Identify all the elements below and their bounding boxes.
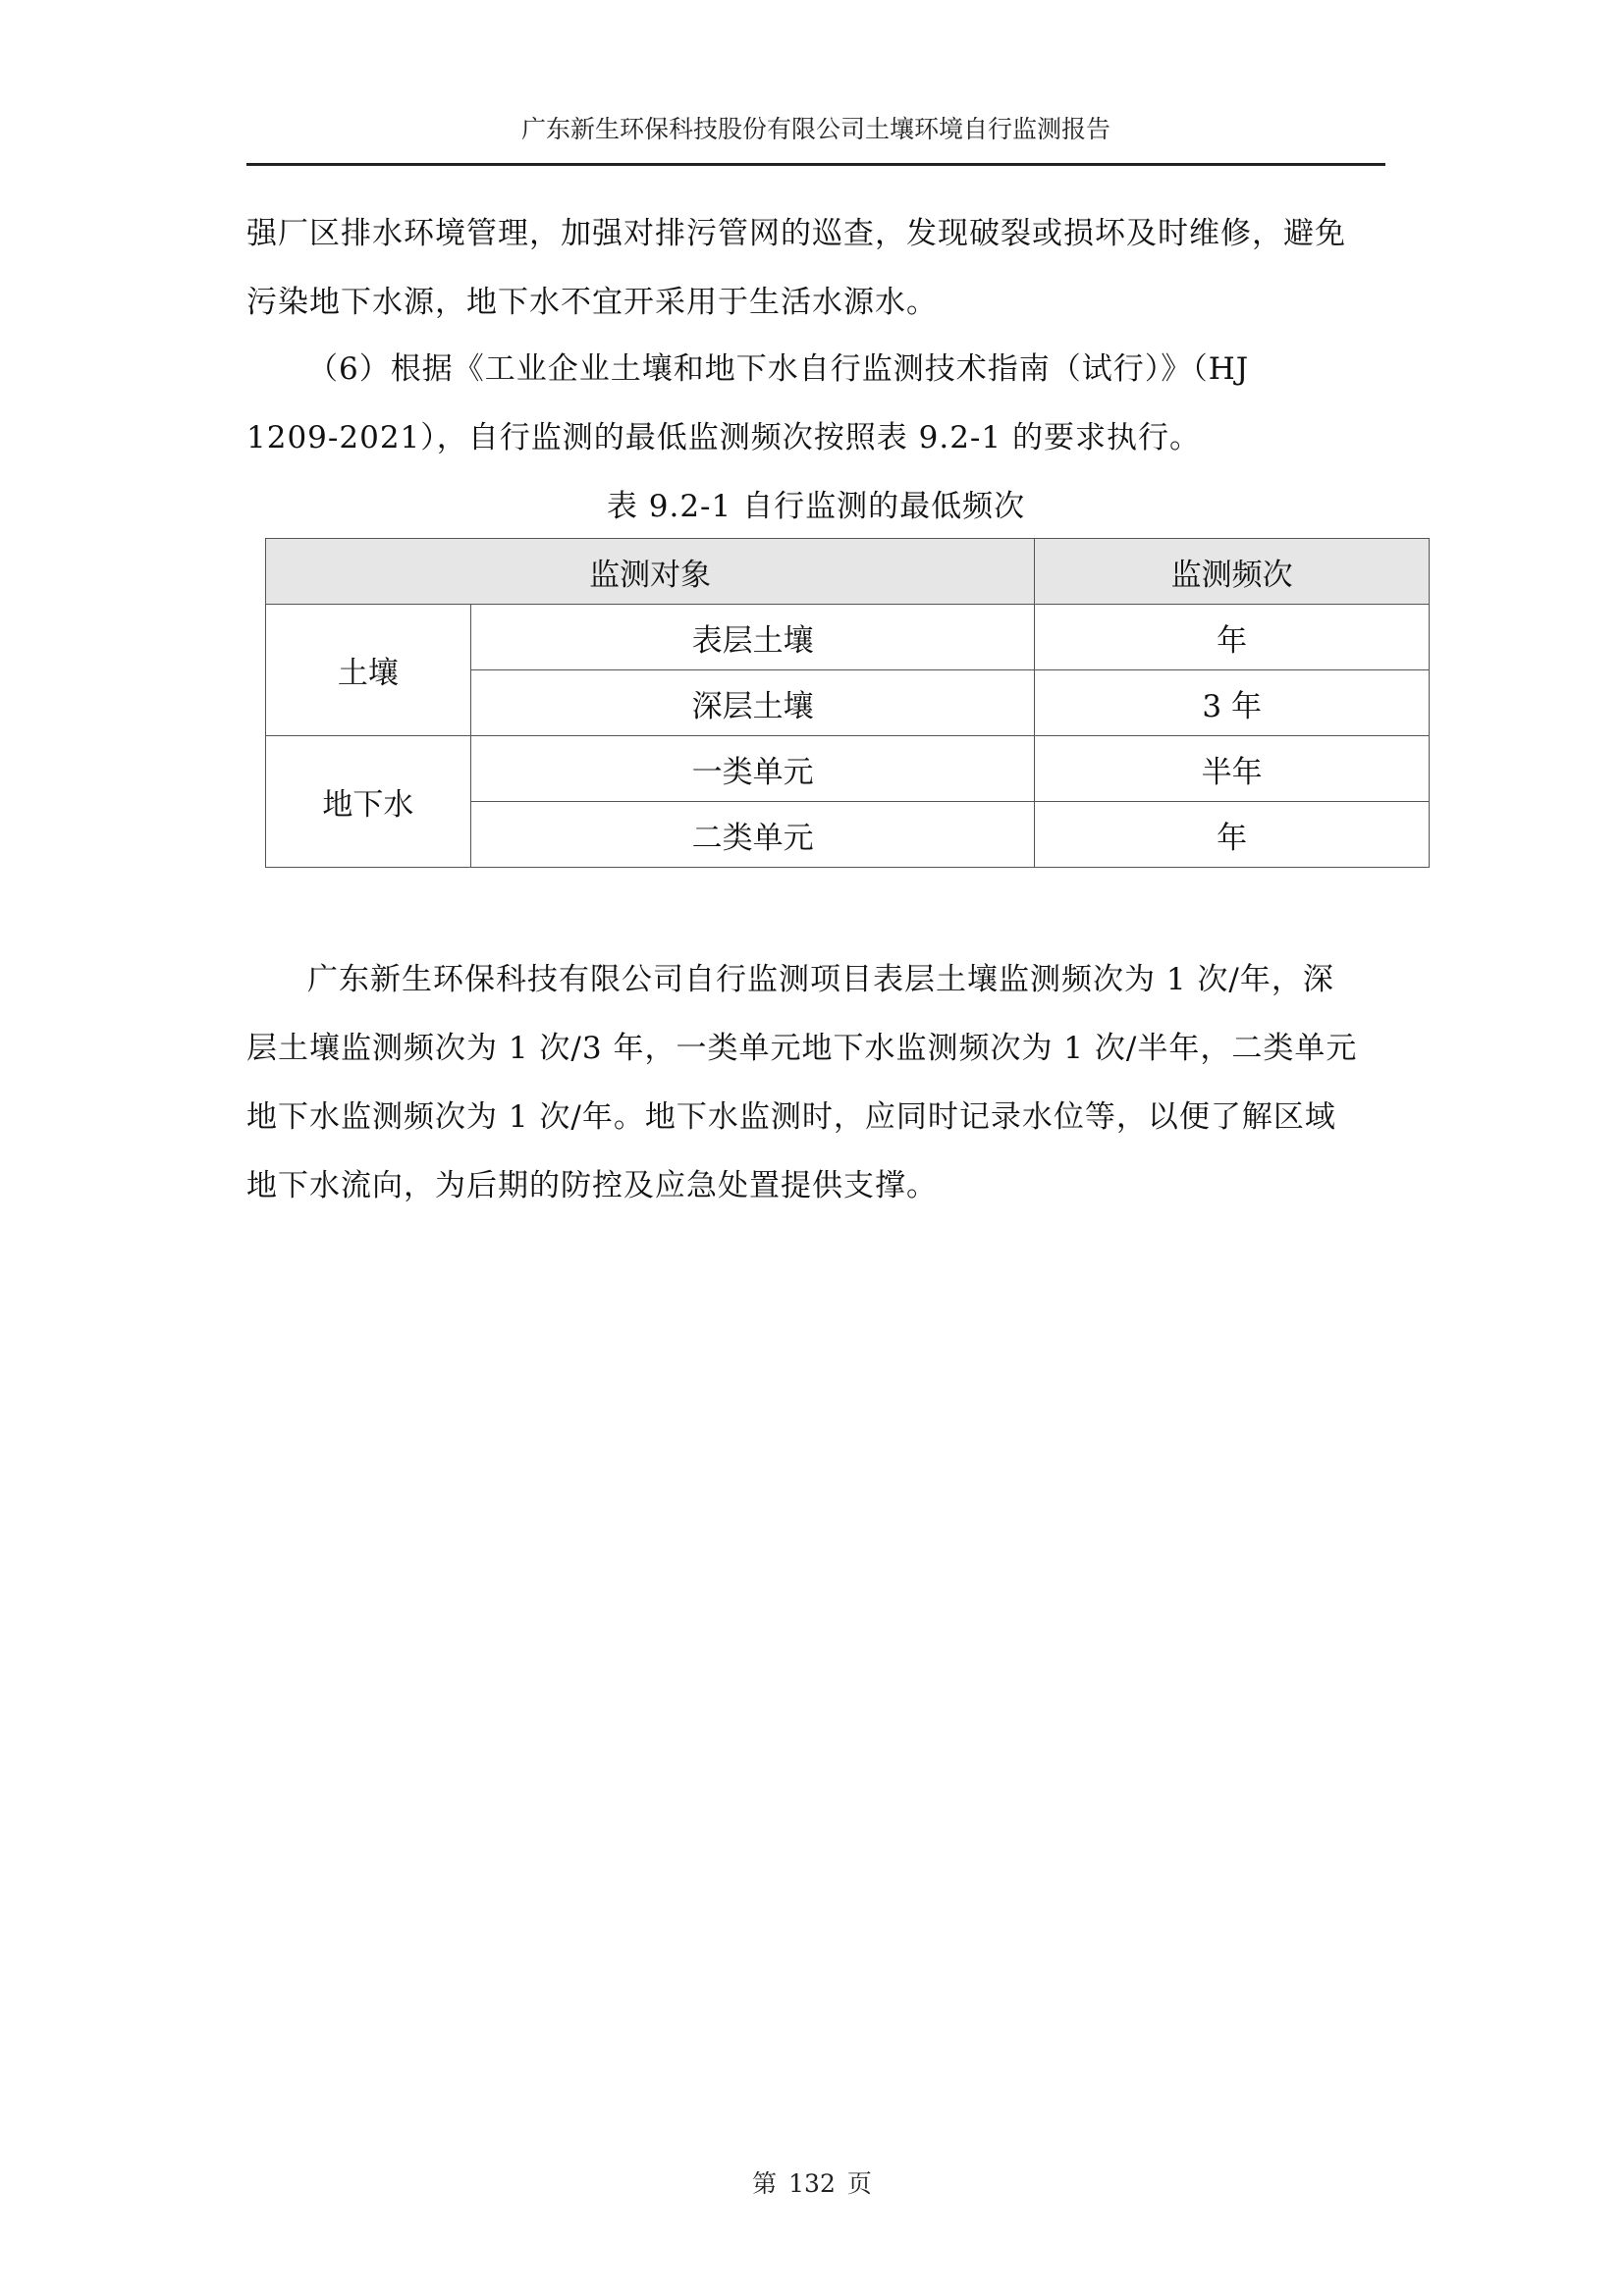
table-caption: 表 9.2-1 自行监测的最低频次 <box>606 489 1026 524</box>
item-cell: 一类单元 <box>470 736 1035 802</box>
page-footer <box>0 2164 1624 2200</box>
paragraph-line: 强厂区排水环境管理，加强对排污管网的巡查，发现破裂或损坏及时维修，避免 <box>246 216 1346 251</box>
table-row <box>266 605 1430 670</box>
paragraph-line: 广东新生环保科技有限公司自行监测项目表层土壤监测频次为 1 次/年，深 <box>307 962 1334 997</box>
paragraph-line: 地下水监测频次为 1 次/年。地下水监测时，应同时记录水位等，以便了解区域 <box>246 1099 1336 1135</box>
paragraph-line: 层土壤监测频次为 1 次/3 年，一类单元地下水监测频次为 1 次/半年，二类单元 <box>246 1031 1358 1066</box>
paragraph-2 <box>246 335 1385 472</box>
page-number: 132 <box>788 2169 836 2198</box>
header-monitoring-object: 监测对象 <box>266 539 1035 605</box>
page-number-suffix: 页 <box>846 2169 872 2198</box>
item-cell: 表层土壤 <box>470 605 1035 670</box>
monitoring-frequency-table <box>265 538 1430 868</box>
frequency-cell: 半年 <box>1035 736 1430 802</box>
frequency-cell: 年 <box>1035 605 1430 670</box>
paragraph-line: 1209-2021），自行监测的最低监测频次按照表 9.2-1 的要求执行。 <box>246 420 1201 455</box>
item-cell: 二类单元 <box>470 802 1035 868</box>
item-cell: 深层土壤 <box>470 670 1035 736</box>
header-divider <box>246 163 1385 166</box>
paragraph-3 <box>246 945 1385 1220</box>
frequency-cell: 3 年 <box>1035 670 1430 736</box>
header-monitoring-frequency: 监测频次 <box>1035 539 1430 605</box>
table-row <box>266 736 1430 802</box>
paragraph-line: （6）根据《工业企业土壤和地下水自行监测技术指南（试行）》（HJ <box>307 351 1250 387</box>
paragraph-line: 地下水流向，为后期的防控及应急处置提供支撑。 <box>246 1168 938 1203</box>
group-cell-groundwater: 地下水 <box>266 736 471 868</box>
paragraph-1 <box>246 199 1385 337</box>
page-number-prefix: 第 <box>752 2169 778 2198</box>
page-header: 广东新生环保科技股份有限公司土壤环境自行监测报告 <box>520 115 1110 143</box>
group-cell-soil: 土壤 <box>266 605 471 736</box>
frequency-cell: 年 <box>1035 802 1430 868</box>
table-header-row <box>266 539 1430 605</box>
paragraph-line: 污染地下水源，地下水不宜开采用于生活水源水。 <box>246 285 938 320</box>
